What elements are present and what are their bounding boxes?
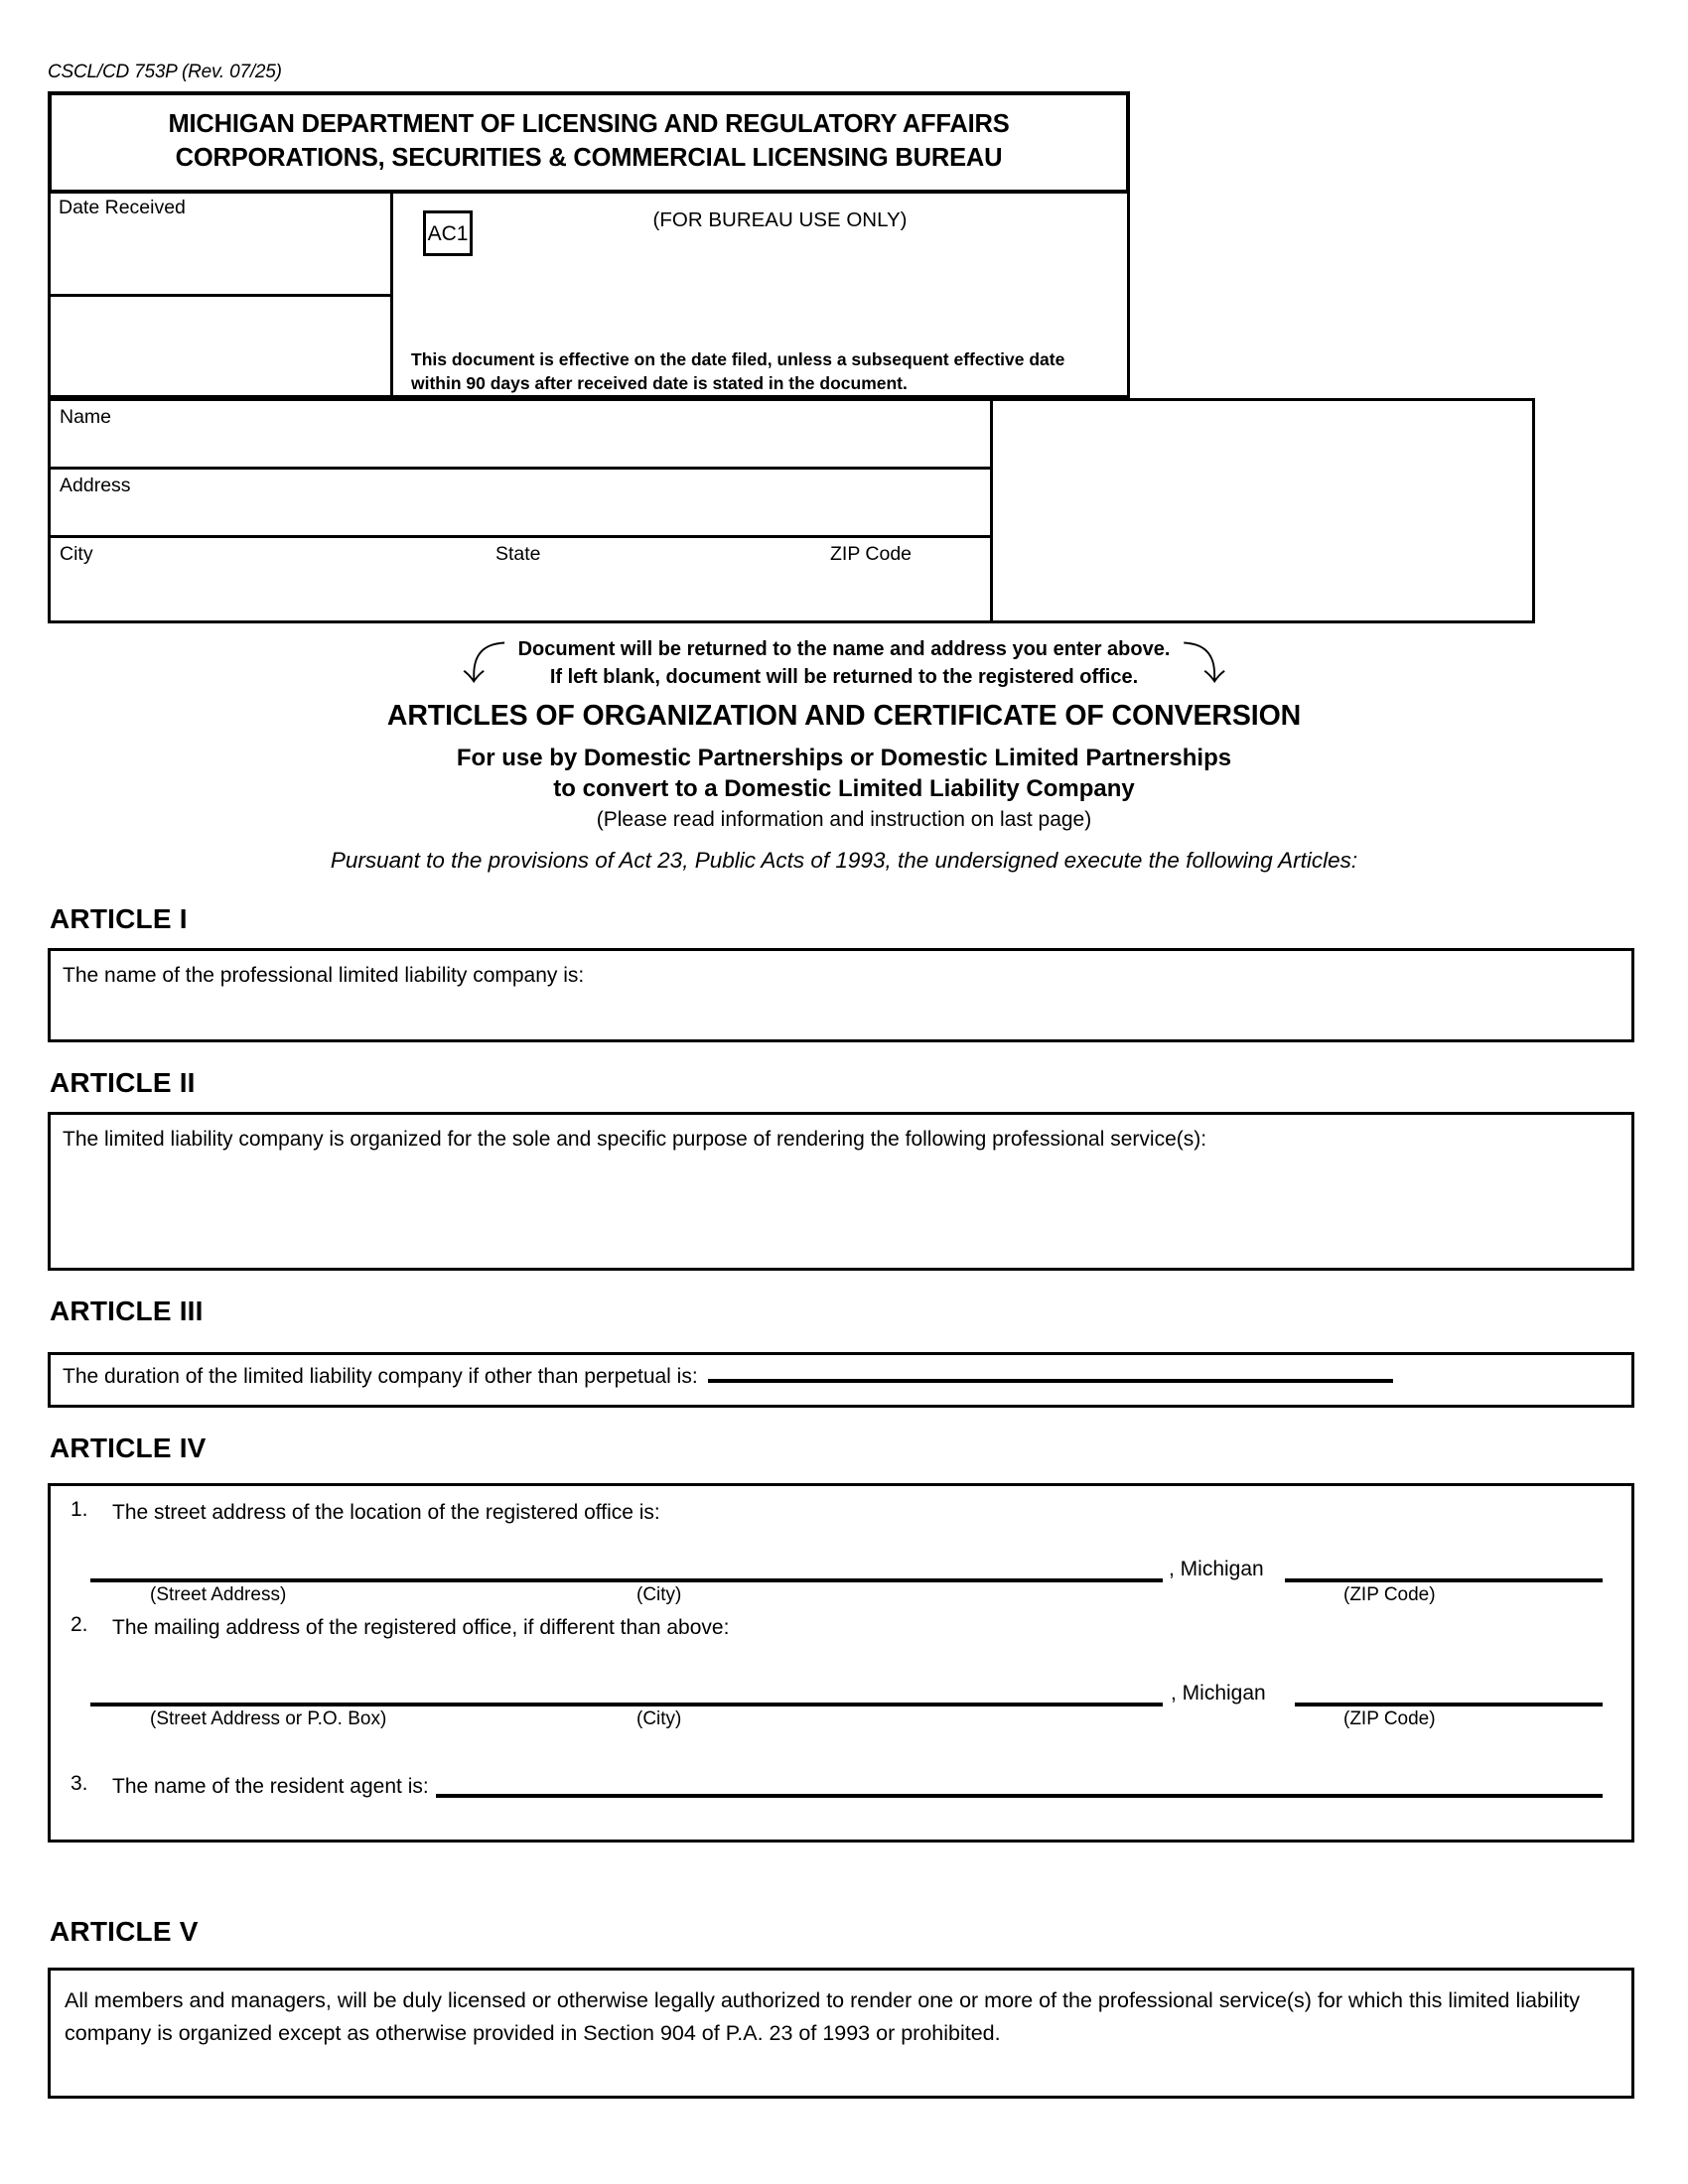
article-2-box[interactable] (48, 1112, 1634, 1271)
article-4-box (48, 1483, 1634, 1843)
article-4-item2-number: 2. (70, 1613, 88, 1636)
article-3-heading: ARTICLE III (50, 1296, 204, 1326)
pursuant-statement: Pursuant to the provisions of Act 23, Public Acts of 1993, the undersigned execute the following Articles: (330, 848, 1358, 874)
article-4-item3-number: 3. (70, 1772, 88, 1795)
form-number: CSCL/CD 753P (Rev. 07/25) (48, 62, 282, 82)
article-4-item2-street-city-input[interactable] (90, 1703, 1163, 1706)
document-subtitle-line1: For use by Domestic Partnerships or Domestic Limited Partnerships (456, 745, 1232, 771)
article-3-text-row (51, 1355, 1631, 1392)
effective-date-note: This document is effective on the date filed, unless a subsequent effective date within 90 days after received date is stated in the document. (411, 349, 1065, 394)
article-4-item3-text: The name of the resident agent is: (112, 1775, 429, 1798)
article-4-heading: ARTICLE IV (50, 1433, 207, 1463)
bureau-use-label: (FOR BUREAU USE ONLY) (652, 208, 908, 231)
return-notice-line2: If left blank, document will be returned to the registered office. (549, 666, 1139, 689)
article-4-item1-zip-input[interactable] (1285, 1578, 1603, 1582)
article-2-text: The limited liability company is organized for the sole and specific purpose of rendering the following professional service(s): (63, 1128, 1207, 1151)
name-field-cell[interactable] (51, 401, 990, 470)
state-label: State (495, 543, 541, 565)
agency-header-line1: MICHIGAN DEPARTMENT OF LICENSING AND REGULATORY AFFAIRS (168, 110, 1010, 138)
ac-code-box: AC1 (423, 210, 473, 256)
document-subtitle (0, 743, 1688, 804)
article-5-heading: ARTICLE V (50, 1916, 199, 1947)
bureau-use-cell (393, 191, 1127, 395)
article-3-box[interactable] (48, 1352, 1634, 1408)
article-4-item2-zip-input[interactable] (1295, 1703, 1603, 1706)
agency-header-box (48, 91, 1130, 194)
document-subtitle-line2: to convert to a Domestic Limited Liability Company (553, 775, 1135, 803)
date-received-cell[interactable] (51, 191, 393, 395)
page-title: ARTICLES OF ORGANIZATION AND CERTIFICATE OF CONVERSION (386, 700, 1302, 732)
document-instruction-note: (Please read information and instruction on last page) (596, 808, 1092, 832)
return-address-block (48, 398, 1535, 623)
article-4-item2-text: The mailing address of the registered office, if different than above: (112, 1616, 730, 1639)
date-received-label: Date Received (59, 197, 186, 218)
article-3-duration-input[interactable] (708, 1379, 1393, 1383)
article-4-item1-state: , Michigan (1169, 1558, 1264, 1580)
bureau-use-section (48, 191, 1130, 398)
agency-header-line2: CORPORATIONS, SECURITIES & COMMERCIAL LICENSING BUREAU (175, 143, 1003, 172)
article-4-item1-city-label: (City) (636, 1584, 682, 1605)
article-5-box (48, 1968, 1634, 2099)
article-4-item1-text: The street address of the location of the registered office is: (112, 1501, 660, 1524)
return-notice-text (518, 635, 1171, 692)
article-4-item1-street-label: (Street Address) (150, 1584, 287, 1605)
city-state-zip-cell[interactable] (51, 538, 990, 620)
return-notice-line1: Document will be returned to the name and address you enter above. (517, 638, 1171, 660)
article-4-item2-street-label: (Street Address or P.O. Box) (150, 1708, 387, 1729)
address-label: Address (60, 475, 131, 496)
return-address-fields (48, 398, 993, 623)
agency-header-title (52, 95, 1126, 190)
zip-label: ZIP Code (830, 543, 913, 565)
article-4-item2-zip-label: (ZIP Code) (1343, 1708, 1436, 1729)
article-2-heading: ARTICLE II (50, 1067, 196, 1098)
article-4-item1-street-city-input[interactable] (90, 1578, 1163, 1582)
article-1-box[interactable] (48, 948, 1634, 1042)
article-5-text: All members and managers, will be duly licensed or otherwise legally authorized to render one or more of the professional service(s) for which this limited liability company is organized except as otherwise provided in Section 904 of P.A. 23 of 1993 or prohibited. (65, 1988, 1580, 2046)
return-notice (0, 635, 1688, 692)
article-3-text: The duration of the limited liability company if other than perpetual is: (63, 1365, 698, 1388)
name-label: Name (60, 406, 112, 428)
curved-arrow-icon-left: ⤵ (462, 640, 506, 690)
article-4-item1-zip-label: (ZIP Code) (1343, 1584, 1436, 1605)
return-address-side-box (993, 398, 1535, 623)
article-4-item2-state: , Michigan (1171, 1682, 1266, 1705)
article-4-item3-agent-input[interactable] (436, 1794, 1603, 1798)
article-1-text: The name of the professional limited liability company is: (63, 964, 585, 987)
curved-arrow-icon-right: ⤵ (1182, 640, 1226, 690)
date-received-divider (51, 294, 390, 297)
document-title-block (0, 700, 1688, 874)
address-field-cell[interactable] (51, 470, 990, 538)
article-4-item2-city-label: (City) (636, 1708, 682, 1729)
article-1-heading: ARTICLE I (50, 903, 188, 934)
article-4-item1-number: 1. (70, 1498, 88, 1521)
city-label: City (60, 543, 93, 565)
